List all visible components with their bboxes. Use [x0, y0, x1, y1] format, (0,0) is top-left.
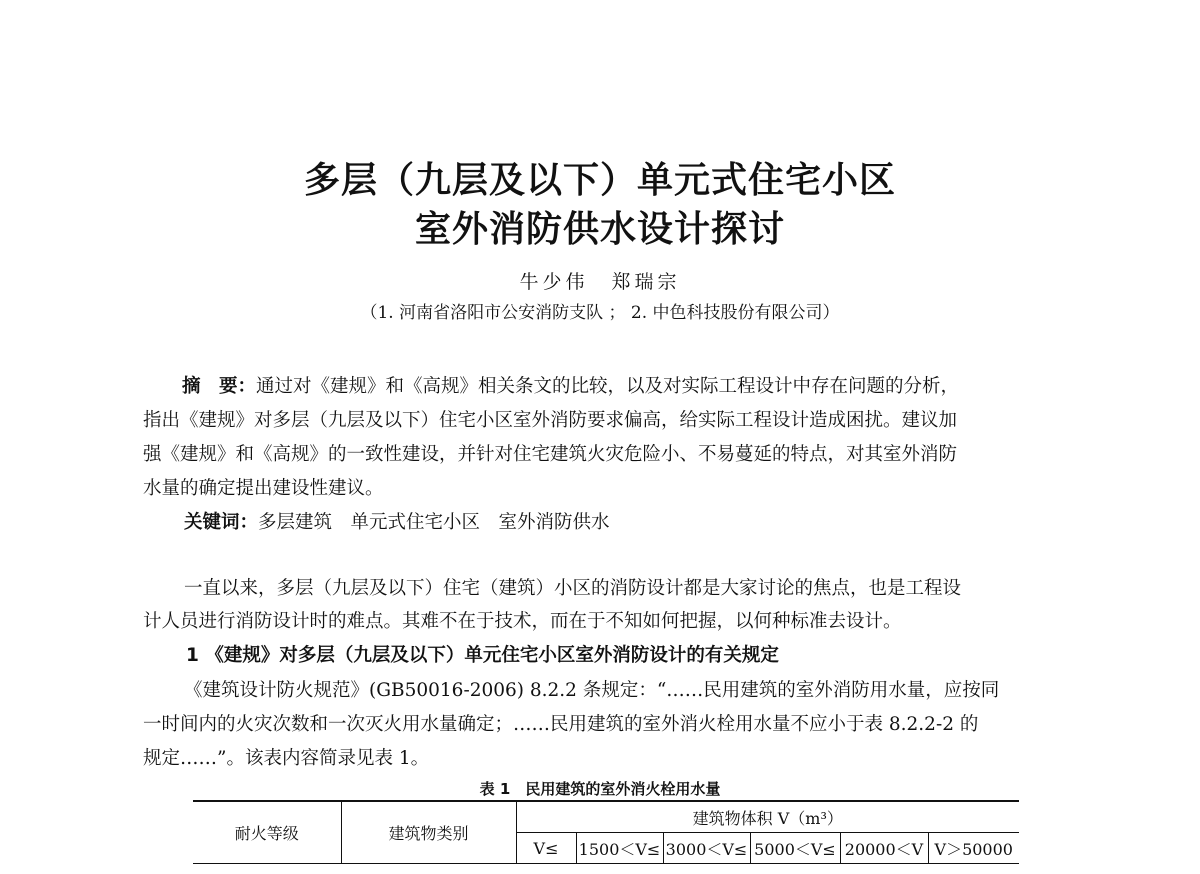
table-caption: 表 1 民用建筑的室外消火栓用水量: [479, 780, 721, 798]
keywords-text: 多层建筑 单元式住宅小区 室外消防供水: [258, 512, 610, 533]
table-1: [193, 800, 1019, 864]
section-line: 一时间内的火灾次数和一次灭火用水量确定；……民用建筑的室外消火栓用水量不应小于表 8.2.2-2 的: [143, 714, 979, 735]
section-line: 《建筑设计防火规范》(GB50016-2006) 8.2.2 条规定：“……民用建筑的室外消防用水量，应按同: [184, 680, 1000, 701]
keywords: [184, 508, 610, 534]
page-title-line2: 室外消防供水设计探讨: [414, 209, 785, 250]
abstract-line: 指出《建规》对多层（九层及以下）住宅小区室外消防要求偏高，给实际工程设计造成困扰。建议加: [143, 410, 958, 431]
table-volume-range: 1500＜V≤: [576, 833, 663, 864]
abstract-line: 水量的确定提出建设性建议。: [143, 478, 384, 499]
section-line: 规定……”。该表内容简录见表 1。: [143, 748, 430, 769]
abstract-line: 强《建规》和《高规》的一致性建设，并针对住宅建筑火灾危险小、不易蔓延的特点，对其室外消防: [143, 444, 958, 465]
table-volume-range: 20000＜V: [840, 833, 928, 864]
authors: 牛少伟 郑瑞宗: [519, 271, 681, 293]
intro-line: 一直以来，多层（九层及以下）住宅（建筑）小区的消防设计都是大家讨论的焦点，也是工程设: [184, 578, 962, 599]
table-volume-range: V≤: [516, 833, 576, 864]
table-header-fire-rating: 耐火等级: [193, 801, 341, 864]
table-volume-range: 3000＜V≤: [663, 833, 750, 864]
table-volume-range: V＞50000: [928, 833, 1019, 864]
page-title-line1: 多层（九层及以下）单元式住宅小区: [303, 160, 896, 201]
abstract-label: 摘 要：: [182, 376, 257, 397]
affiliations: （1. 河南省洛阳市公安消防支队 ； 2. 中色科技股份有限公司）: [360, 303, 840, 323]
keywords-label: 关键词：: [184, 512, 259, 533]
intro-line: 计人员进行消防设计时的难点。其难不在于技术，而在于不知如何把握，以何种标准去设计。: [143, 611, 902, 632]
section-heading: 1 《建规》对多层（九层及以下）单元住宅小区室外消防设计的有关规定: [186, 645, 779, 666]
abstract-line: 通过对《建规》和《高规》相关条文的比较，以及对实际工程设计中存在问题的分析，: [256, 376, 960, 397]
table-volume-range: 5000＜V≤: [750, 833, 840, 864]
table-header-volume: 建筑物体积 V（m³）: [516, 801, 1019, 833]
table-header-building-type: 建筑物类别: [341, 801, 516, 864]
